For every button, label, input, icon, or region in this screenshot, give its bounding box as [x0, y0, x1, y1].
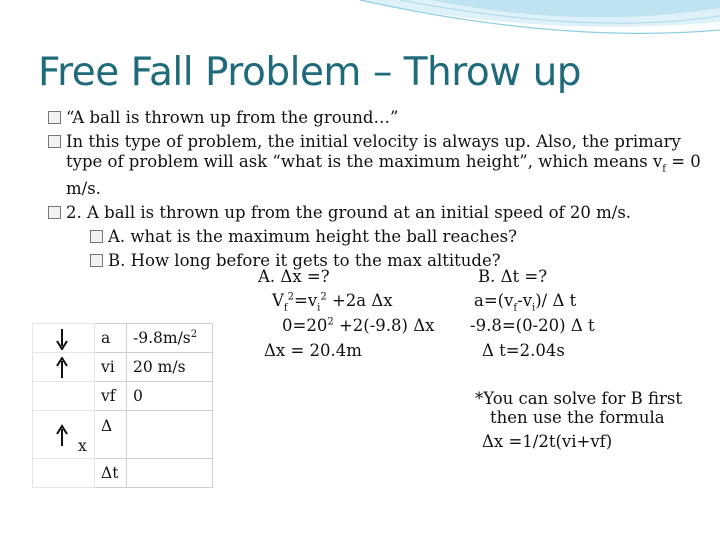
bullet-1: “A ball is thrown up from the ground…”: [48, 108, 713, 128]
arrow-down-icon: [55, 328, 69, 350]
value-cell: [127, 411, 213, 459]
solution-a-result: Δx = 20.4m: [264, 341, 362, 360]
slide-title: Free Fall Problem – Throw up: [38, 50, 582, 95]
solution-b-equation-2: -9.8=(0-20) Δ t: [470, 316, 595, 335]
note-line-2: then use the formula: [490, 408, 665, 427]
bullet-marker-icon: [90, 254, 103, 267]
bullet-2: In this type of problem, the initial velocity is always up. Also, the primary type of problem will ask “what is the maximum height”, which means $v_f = 0$ m/s.: [48, 132, 713, 199]
solution-b-result: Δ t=2.04s: [482, 341, 565, 360]
solution-b-equation-1: $a=(v_f-v_i)/$ Δ t: [474, 291, 577, 314]
arrow-cell: [33, 459, 95, 488]
bullet-list: [48, 108, 713, 271]
bullet-marker-icon: [90, 230, 103, 243]
solution-a-equation-1: $V_f^2=v_i^2 +2a$ Δx: [272, 291, 393, 314]
symbol-cell: vf: [95, 382, 127, 411]
symbol-cell: vi: [95, 353, 127, 382]
value-cell: 0: [127, 382, 213, 411]
arrow-up-icon: [55, 357, 69, 379]
symbol-cell: Δ: [95, 411, 127, 459]
solution-a-equation-2: $0=20^2 +2(-9.8)$ Δx: [282, 316, 435, 335]
bullet-3: 2. A ball is thrown up from the ground at an initial speed of 20 m/s.: [48, 203, 713, 223]
subbullet-a: A. what is the maximum height the ball reaches?: [48, 227, 713, 247]
x-label: x: [78, 437, 87, 455]
table-row: [33, 459, 213, 488]
subbullet-b: B. How long before it gets to the max altitude?: [48, 251, 713, 271]
table-row: [33, 382, 213, 411]
table-row: [33, 324, 213, 353]
arrow-cell: [33, 353, 95, 382]
value-cell: 20 m/s: [127, 353, 213, 382]
arrow-cell: [33, 382, 95, 411]
symbol-cell: a: [95, 324, 127, 353]
symbol-cell: Δt: [95, 459, 127, 488]
solution-b-heading: B. Δt =?: [478, 267, 548, 286]
bullet-marker-icon: [48, 135, 61, 148]
value-cell: [127, 459, 213, 488]
bullet-marker-icon: [48, 206, 61, 219]
arrow-cell: [33, 324, 95, 353]
table-row: [33, 353, 213, 382]
solution-a-heading: A. Δx =?: [258, 267, 330, 286]
table-row: [33, 411, 213, 459]
variables-table: [32, 323, 213, 488]
arrow-up-icon: [55, 423, 69, 449]
note-line-3: Δx =1/2t(vi+vf): [482, 432, 613, 451]
note-line-1: *You can solve for B first: [475, 389, 683, 408]
value-cell: $-9.8m/s^2$: [127, 324, 213, 353]
bullet-marker-icon: [48, 111, 61, 124]
